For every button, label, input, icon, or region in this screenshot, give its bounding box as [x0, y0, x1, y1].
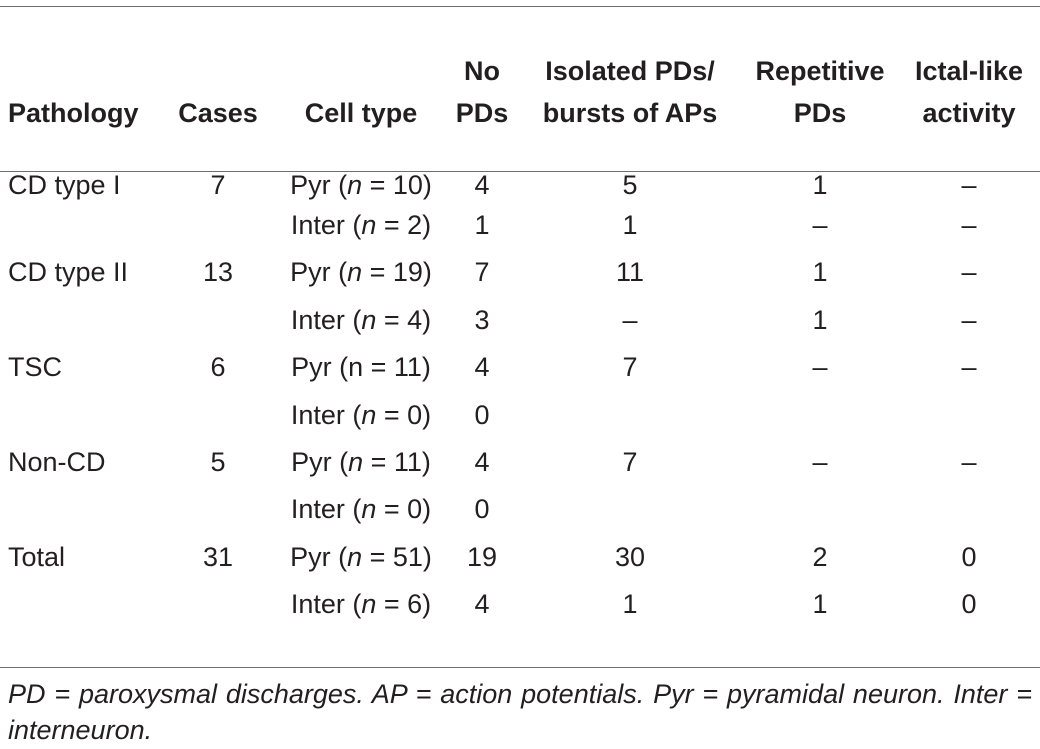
cell-repetitive-pds: –: [812, 447, 828, 478]
cell-type-name: Inter: [290, 494, 345, 525]
header-ictal-line1: Ictal-like: [914, 56, 1024, 86]
cell-cases: 7: [210, 170, 226, 201]
cell-no-pds: 3: [474, 304, 490, 335]
n-value: = 4): [376, 304, 432, 335]
cell-type-name: Inter: [290, 304, 345, 335]
table-row: [0, 486, 1040, 533]
cell-cases: [160, 486, 276, 533]
cell-isolated-pds: 1: [622, 210, 638, 241]
cell-repetitive-pds: [742, 486, 898, 533]
cell-no-pds: 4: [474, 170, 490, 201]
cell-no-pds: 19: [466, 541, 498, 572]
table-bottom-rule: [0, 667, 1040, 668]
cell-ictal-like: [898, 486, 1040, 533]
cell-pathology: Non-CD: [8, 447, 106, 478]
table-row: [0, 344, 1040, 391]
cell-cases: [160, 201, 276, 248]
cell-cases: [160, 391, 276, 438]
cell-ictal-like: –: [961, 447, 977, 478]
cell-ictal-like: –: [961, 352, 977, 383]
cell-cell-type: Pyr (n = 11): [291, 447, 431, 478]
table-row: [0, 154, 1040, 201]
cell-isolated-pds: 5: [622, 170, 638, 201]
header-ictal-line2: activity: [922, 98, 1016, 128]
cell-repetitive-pds: 1: [812, 170, 828, 201]
n-label: n: [347, 541, 363, 572]
cell-cell-type: Pyr (n = 11): [291, 352, 431, 383]
cell-no-pds: 4: [474, 352, 490, 383]
cell-cases: [160, 581, 276, 628]
cell-repetitive-pds: 1: [812, 304, 828, 335]
table-header: [0, 0, 1040, 154]
cell-ictal-like: –: [961, 257, 977, 288]
cell-type-name: Pyr: [291, 447, 332, 478]
cell-cases: 13: [202, 257, 234, 288]
cell-no-pds: 4: [474, 589, 490, 620]
n-value: = 2): [376, 210, 432, 241]
cell-pathology: CD type II: [8, 257, 129, 288]
n-label: n: [347, 257, 363, 288]
table-row: [0, 533, 1040, 580]
n-value: = 6): [376, 589, 432, 620]
table-row: [0, 201, 1040, 248]
cell-repetitive-pds: –: [812, 352, 828, 383]
cell-ictal-like: –: [961, 304, 977, 335]
n-value: = 10): [362, 170, 432, 201]
cell-pathology: [0, 486, 160, 533]
cell-ictal-like: –: [961, 170, 977, 201]
cell-type-name: Pyr: [290, 541, 331, 572]
cell-type-name: Inter: [290, 399, 345, 430]
header-repetitive-line1: Repetitive: [755, 56, 885, 86]
n-label: n: [348, 447, 364, 478]
n-label: n: [348, 352, 364, 383]
cell-repetitive-pds: 1: [812, 257, 828, 288]
cell-repetitive-pds: [742, 391, 898, 438]
cell-isolated-pds: 30: [614, 541, 646, 572]
cell-pathology: [0, 201, 160, 248]
cell-ictal-like: [898, 391, 1040, 438]
table-row: [0, 391, 1040, 438]
table-row: [0, 438, 1040, 485]
cell-type-name: Pyr: [290, 257, 331, 288]
cell-isolated-pds: [518, 391, 742, 438]
cell-isolated-pds: 7: [622, 447, 638, 478]
n-value: = 51): [362, 541, 432, 572]
n-label: n: [361, 210, 377, 241]
cell-cases: 6: [210, 352, 226, 383]
header-cases: Cases: [178, 98, 258, 128]
cell-cell-type: Inter (n = 0): [290, 399, 432, 430]
cell-cases: 31: [202, 541, 234, 572]
header-cell-type: Cell type: [304, 98, 418, 128]
n-label: n: [361, 304, 377, 335]
cell-no-pds: 0: [474, 494, 490, 525]
cell-pathology: [0, 391, 160, 438]
table-row: [0, 581, 1040, 628]
header-repetitive-line2: PDs: [793, 98, 847, 128]
cell-repetitive-pds: 2: [812, 541, 828, 572]
cell-pathology: Total: [8, 541, 66, 572]
cell-cases: [160, 296, 276, 343]
cell-repetitive-pds: 1: [812, 589, 828, 620]
cell-type-name: Inter: [290, 589, 345, 620]
table-row: [0, 249, 1040, 296]
cell-no-pds: 4: [474, 447, 490, 478]
cell-ictal-like: 0: [961, 541, 977, 572]
cell-pathology: CD type I: [8, 170, 121, 201]
header-isolated-line1: Isolated PDs/: [545, 56, 715, 86]
n-value: = 0): [376, 399, 432, 430]
cell-cell-type: Inter (n = 4): [290, 304, 432, 335]
n-label: n: [361, 494, 377, 525]
cell-no-pds: 7: [474, 257, 490, 288]
cell-pathology: [0, 581, 160, 628]
header-pathology: Pathology: [8, 98, 139, 128]
cell-isolated-pds: –: [622, 304, 638, 335]
header-isolated-line2: bursts of APs: [542, 98, 718, 128]
cell-isolated-pds: 11: [615, 257, 645, 288]
cell-repetitive-pds: –: [812, 210, 828, 241]
cell-pathology: [0, 296, 160, 343]
cell-ictal-like: 0: [961, 589, 977, 620]
cell-cell-type: Inter (n = 2): [290, 210, 432, 241]
cell-no-pds: 0: [474, 399, 490, 430]
cell-cell-type: Inter (n = 6): [290, 589, 432, 620]
cell-cell-type: Pyr (n = 10): [290, 170, 432, 201]
cell-ictal-like: –: [961, 210, 977, 241]
header-no-pds-line1: No: [464, 56, 500, 86]
n-value: = 11): [363, 352, 431, 383]
cell-isolated-pds: 7: [622, 352, 638, 383]
cell-cell-type: Inter (n = 0): [290, 494, 432, 525]
n-value: = 0): [376, 494, 432, 525]
cell-no-pds: 1: [474, 210, 490, 241]
cell-cases: 5: [210, 447, 226, 478]
cell-type-name: Pyr: [291, 352, 332, 383]
n-value: = 19): [362, 257, 432, 288]
n-label: n: [361, 399, 377, 430]
cell-type-name: Pyr: [290, 170, 331, 201]
cell-pathology: TSC: [8, 352, 62, 383]
table-row: [0, 296, 1040, 343]
cell-isolated-pds: [518, 486, 742, 533]
cell-isolated-pds: 1: [622, 589, 638, 620]
n-label: n: [347, 170, 363, 201]
header-no-pds-line2: PDs: [455, 98, 509, 128]
table-footnote: PD = paroxysmal discharges. AP = action potentials. Pyr = pyramidal neuron. Inter = interneuron.: [8, 679, 1032, 745]
cell-cell-type: Pyr (n = 51): [290, 541, 432, 572]
n-value: = 11): [363, 447, 431, 478]
cell-type-name: Inter: [290, 210, 345, 241]
n-label: n: [361, 589, 377, 620]
table-body: [0, 154, 1040, 628]
cell-cell-type: Pyr (n = 19): [290, 257, 432, 288]
